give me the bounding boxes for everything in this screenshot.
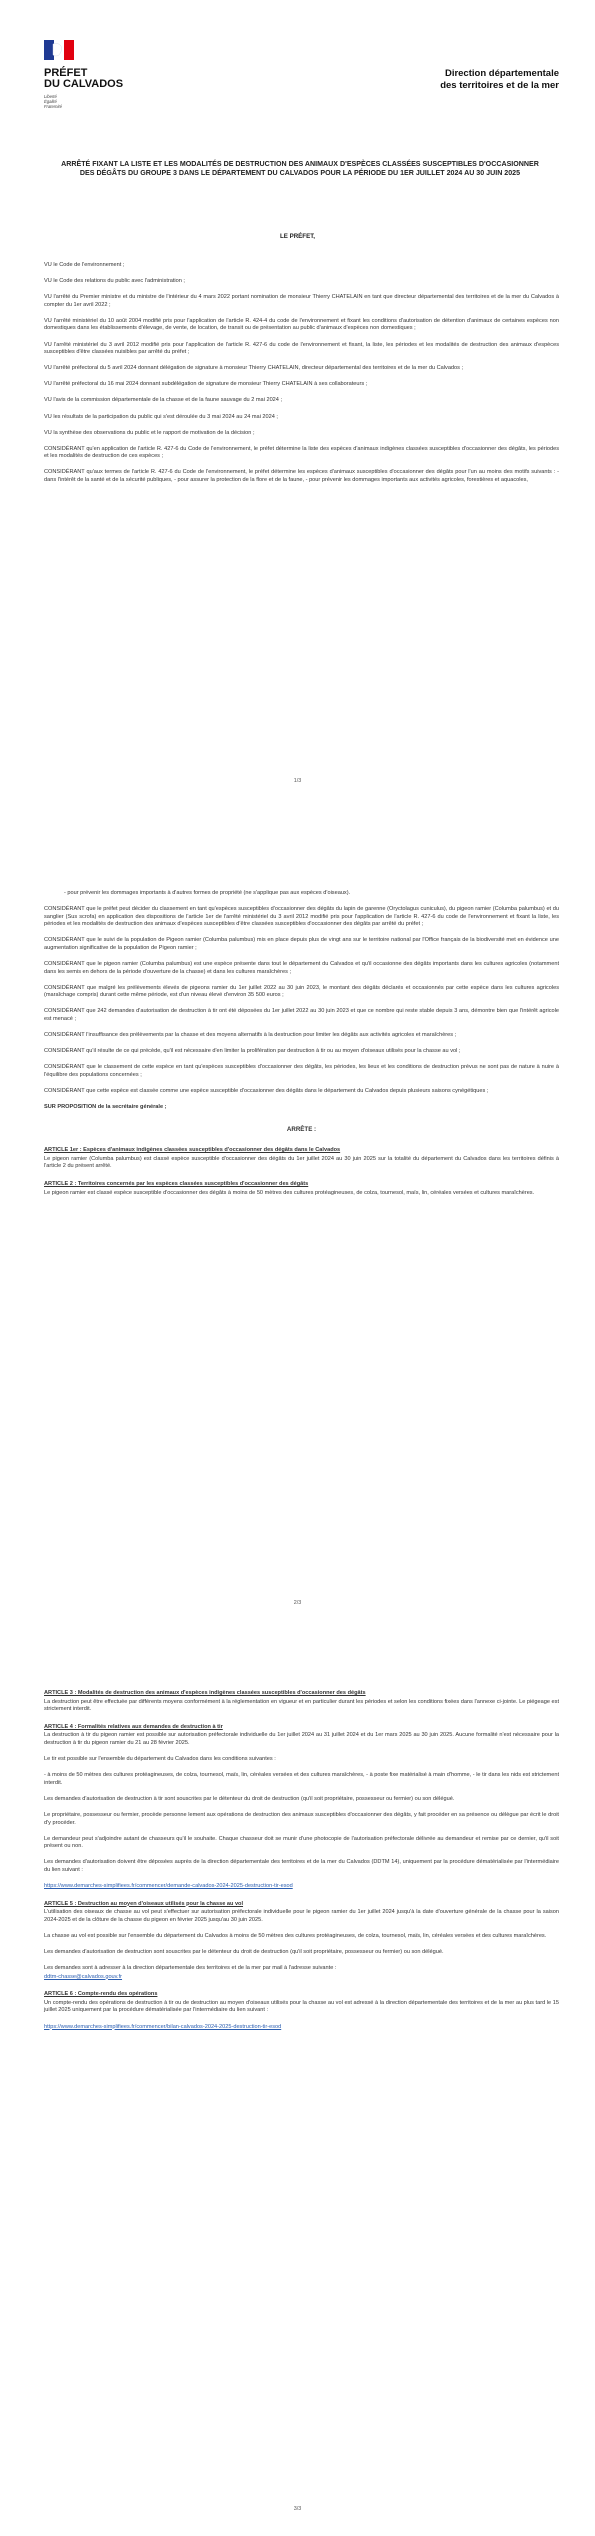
document-title: ARRÊTÉ FIXANT LA LISTE ET LES MODALITÉS DE DESTRUCTION DES ANIMAUX D'ESPÈCES CLASSÉES SUSCEPTIBLES D'OCCASIONNER DES DÉGÂTS DU GROUPE 3 DANS LE DÉPARTEMENT DU CALVADOS POUR LA PÉRIODE DU 1ER JUILLET 2024 AU 30 JUIN 2025: [61, 160, 539, 177]
marianne-logo-icon: [44, 40, 74, 60]
prefet-logotype: [44, 68, 123, 90]
devise-fraternite: Fraternité: [44, 104, 62, 109]
article-5-para-3: Les demandes d'autorisation de destruction sont souscrites par le détenteur du droit de destruction (qu'il soit propriétaire, possesseur ou fermier) ou son délégué.: [44, 1948, 444, 1955]
prefet-line-1: PRÉFET: [44, 67, 88, 79]
visa-delegation: VU l'arrêté préfectoral du 5 avril 2024 donnant délégation de signature à monsieur Thierry CHATELAIN, directeur départemental des territoires et de la mer du Calvados ;: [44, 365, 464, 372]
direction-line-1: Direction départementale: [444, 68, 559, 79]
page-2: [0, 850, 595, 1630]
article-5-para-4: Les demandes sont à adresser à la direction départementale des territoires et de la mer par mail à l'adresse suivante :: [44, 1965, 337, 1972]
direction-name: [329, 68, 559, 91]
sur-proposition: SUR PROPOSITION de la secrétaire générale ;: [44, 1104, 167, 1111]
devise-egalite: Égalité: [44, 99, 57, 104]
page-3-body: [44, 1690, 559, 2040]
visa-arrete-2012: VU l'arrêté ministériel du 3 avril 2012 modifié pris pour l'application de l'article R. 427-6 du code de l'environnement et fixant, la liste, les périodes et les modalités de destruction des animaux d'espèces susceptibles d'être classées nuisibles par arrêté du préfet ;: [44, 341, 559, 356]
page-1-body: [44, 262, 559, 493]
visa-code-env: VU le Code de l'environnement ;: [44, 262, 125, 268]
page-gap: [0, 820, 595, 850]
article-4-para-2: Le tir est possible sur l'ensemble du département du Calvados dans les conditions suivantes :: [44, 1756, 276, 1763]
page-2-body: [44, 890, 559, 1206]
devise: [44, 94, 62, 109]
article-4-para-7: Les demandes d'autorisation doivent être déposées auprès de la direction départementale des territoires et de la mer du Calvados (DDTM 14), uniquement par la procédure dématérialisée par l'intermédiaire du lien suivant :: [44, 1859, 559, 1873]
devise-liberte: Liberté: [44, 94, 57, 99]
considerant-liste: CONSIDÉRANT qu'en application de l'article R. 427-6 du Code de l'environnement, le préfet détermine la liste des espèces d'animaux indigènes classées susceptibles d'occasionner des dégâts, les périodes et les modalités de destruction de ces espèces ;: [44, 445, 559, 460]
considerant-motifs: CONSIDÉRANT qu'aux termes de l'article R. 427-6 du Code de l'environnement, le préfet détermine les espèces d'animaux susceptibles d'occasionner des dégâts pour l'un au moins des motifs suivants : - dans l'intérêt de la santé et de la sécurité publiques, - pour assurer la protection de la flore et de la faune, - pour prévenir les dommages importants aux activités agricoles, forestières et aquacoles,: [44, 469, 559, 483]
article-4-para-4: Les demandes d'autorisation de destruction à tir sont souscrites par le détenteur du droit de destruction (qu'il soit propriétaire, possesseur ou fermier) ou son délégué.: [44, 1795, 455, 1802]
considerant-equilibre: CONSIDÉRANT que le classement de cette espèce en tant qu'espèces susceptibles d'occasionner des dégâts, les périodes, les lieux et les conditions de destruction prévus ne sont pas de nature à nuire à l'équilibre des populations concernées ;: [44, 1064, 559, 1078]
direction-line-2: des territoires et de la mer: [440, 79, 559, 91]
considerant-prelevements: CONSIDÉRANT que malgré les prélèvements élevés de pigeons ramier du 1er juillet 2022 au 30 juin 2023, le montant des dégâts déclarés et occasionnés par cette espèce dans les cultures agricoles (maraîchage compris) durant cette même période, est d'un niveau élevé d'environ 35 500 euros ;: [44, 984, 559, 999]
article-4-para-1: La destruction à tir du pigeon ramier est possible sur autorisation préfectorale individuelle du 1er juillet 2024 au 31 juillet 2024 et du 1er mars 2025 au 30 juin 2025. Aucune formalité n'est nécessaire pour la destruction à tir du pigeon ramier du 21 au 28 février 2025.: [44, 1732, 559, 1746]
article-1-heading: ARTICLE 1er : Espèces d'animaux indigènes classées susceptibles d'occasionner des dégâts dans le Calvados: [44, 1147, 341, 1154]
visa-participation: VU les résultats de la participation du public qui s'est déroulée du 3 mai 2024 au 24 mai 2024 ;: [44, 413, 278, 420]
article-5-para-2: La chasse au vol est possible sur l'ensemble du département du Calvados à moins de 50 mètres des cultures protéagineuses, de colza, tournesol, maïs, lin, céréales versées et des cultures maraîchères.: [44, 1932, 547, 1939]
article-6-text: Un compte-rendu des opérations de destruction à tir ou de destruction au moyen d'oiseaux utilisés pour la chasse au vol est adressé à la direction départementale des territoires et de la mer au plus tard le 15 juillet 2025 uniquement par la procédure dématérialisée par l'intermédiaire du lien suivant :: [44, 1999, 559, 2014]
considerant-demandes: CONSIDÉRANT que 242 demandes d'autorisation de destruction à tir ont été déposées du 1er juillet 2022 au 30 juin 2023 et que ce nombre qui reste stable depuis 3 ans, démontre bien que l'intérêt agricole est menacé ;: [44, 1008, 559, 1023]
article-1-text: Le pigeon ramier (Columba palumbus) est classé espèce susceptible d'occasionner des dégâts du 1er juillet 2024 au 30 juin 2025 sur la totalité du département du Calvados dans les territoires définis à l'article 2 du présent arrêté.: [44, 1155, 559, 1170]
visa-arrete-2004: VU l'arrêté ministériel du 10 août 2004 modifié pris pour l'application de l'article R. 424-4 du code de l'environnement et fixant les conditions d'autorisation de détention d'animaux de certaines espèces non domestiques dans les établissements d'élevage, de vente, de location, de transit ou de présentation au public d'animaux d'espèces non domestiques ;: [44, 317, 559, 332]
ddtm-chasse-email-link[interactable]: ddtm-chasse@calvados.gouv.fr: [44, 1973, 123, 1980]
arrete-heading: ARRÊTE :: [286, 1125, 317, 1133]
considerant-presence: CONSIDÉRANT que le pigeon ramier (Columba palumbus) est une espèce présente dans tout le département du Calvados et qu'il occasionne des dégâts importants dans les cultures agricoles (notamment dans les semis en dehors de la période d'ouverture de la chasse) et dans les cultures maraîchères ;: [44, 961, 559, 975]
article-2-text: Le pigeon ramier est classé espèce susceptible d'occasionner des dégâts à moins de 50 mètres des cultures protéagineuses, de colza, tournesol, maïs, lin, céréales versées et cultures maraîchères.: [44, 1189, 535, 1196]
considerant-classement: CONSIDÉRANT que le préfet peut décider du classement en tant qu'espèces susceptibles d'occasionner des dégâts du lapin de garenne (Oryctolagus cuniculus), du pigeon ramier (Columba palumbus) et du sanglier (Sus scrofa) en application des dispositions de l'article 1er de l'arrêté ministériel du 3 avril 2012 modifié pris pour l'application de l'article R. 427-6 du code de l'environnement et fixant la liste, les périodes et les modalités de destruction des animaux d'espèces susceptibles d'être classées susceptibles d'occasionner des dégâts par arrêté du préfet ;: [44, 906, 559, 928]
page-3: [0, 1660, 595, 2536]
motif-propriete: - pour prévenir les dommages importants à d'autres formes de propriété (ne s'applique pas aux espèces d'oiseaux).: [64, 890, 351, 896]
article-4-para-5: Le propriétaire, possesseur ou fermier, procède personne lement aux opérations de destruction des animaux susceptibles d'occasionner des dégâts, y fait procéder en sa présence ou délègue par écrit le droit d'y procéder.: [44, 1811, 559, 1826]
considerant-insuffisance: CONSIDÉRANT l'insuffisance des prélèvements par la chasse et des moyens alternatifs à la destruction pour limiter les dégâts aux activités agricoles et maraîchères ;: [44, 1032, 457, 1039]
considerant-proliferation: CONSIDÉRANT qu'il résulte de ce qui précède, qu'il est nécessaire d'en limiter la prolifération par destruction à tir ou au moyen d'oiseaux utilisés pour la chasse au vol ;: [44, 1048, 461, 1055]
considerant-suivi: CONSIDÉRANT que le suivi de la population de Pigeon ramier (Columba palumbus) mis en place depuis plus de vingt ans sur le territoire national par l'Office français de la biodiversité met en évidence une augmentation significative de la population de Pigeon ramier ;: [44, 937, 559, 951]
visa-synthese: VU la synthèse des observations du public et le rapport de motivation de la décision ;: [44, 429, 255, 436]
document-header: [44, 40, 559, 110]
visa-cdcfs: VU l'avis de la commission départementale de la chasse et de la faune sauvage du 2 mai 2024 ;: [44, 397, 283, 404]
page-number-3: 3/3: [293, 2506, 302, 2512]
page-number-1: 1/3: [293, 778, 302, 784]
prefet-line-2: DU CALVADOS: [44, 78, 124, 90]
bilan-destruction-link[interactable]: https://www.demarches-simplifiees.fr/commencer/bilan-calvados-2024-2025-destruction-tir-esod: [44, 2023, 282, 2030]
article-6-heading: ARTICLE 6 : Compte-rendu des opérations: [44, 1991, 158, 1998]
demande-destruction-link[interactable]: https://www.demarches-simplifiees.fr/commencer/demande-calvados-2024-2025-destruction-tir-esod: [44, 1883, 293, 1889]
article-3-heading: ARTICLE 3 : Modalités de destruction des animaux d'espèces indigènes classées susceptibles d'occasionner des dégâts: [44, 1690, 366, 1696]
page-gap: [0, 1630, 595, 1660]
visa-subdelegation: VU l'arrêté préfectoral du 16 mai 2024 donnant subdélégation de signature de monsieur Thierry CHATELAIN à ses collaborateurs ;: [44, 381, 368, 388]
article-4-para-3: - à moins de 50 mètres des cultures protéagineuses, de colza, tournesol, maïs, lin, céréales versées et des cultures maraîchères, - à poste fixe matérialisé à main d'homme, - le tir dans les nids est strictement interdit.: [44, 1772, 559, 1786]
considerant-saisons: CONSIDÉRANT que cette espèce est classée comme une espèce susceptible d'occasionner des dégâts dans le département du Calvados depuis plusieurs saisons cynégétiques ;: [44, 1088, 489, 1094]
page-number-2: 2/3: [293, 1600, 302, 1606]
article-5-para-1: L'utilisation des oiseaux de chasse au vol peut s'effectuer sur autorisation préfectorale individuelle pour le pigeon ramier du 1er juillet 2024 jusqu'à la date d'ouverture générale de la chasse pour la saison 2024-2025 et de la clôture de la chasse du pigeon en février 2025 jusqu'au 30 juin 2025.: [44, 1909, 559, 1923]
article-5-heading: ARTICLE 5 : Destruction au moyen d'oiseaux utilisés pour la chasse au vol: [44, 1900, 244, 1907]
article-2-heading: ARTICLE 2 : Territoires concernés par les espèces classées susceptibles d'occasionner des dégâts: [44, 1181, 309, 1188]
article-4-para-6: Le demandeur peut s'adjoindre autant de chasseurs qu'il le souhaite. Chaque chasseur doit se munir d'une photocopie de l'autorisation préfectorale délivrée au demandeur et remise par ce dernier, qu'il soit présent ou non.: [44, 1835, 559, 1850]
page-1: [0, 0, 595, 820]
article-3-text: La destruction peut être effectuée par différents moyens conformément à la réglementation en vigueur et en particulier durant les périodes et selon les conditions fixées dans l'annexe ci-jointe. Le piégeage est strictement interdit.: [44, 1698, 559, 1713]
article-4-heading: ARTICLE 4 : Formalités relatives aux demandes de destruction à tir: [44, 1723, 223, 1730]
visa-nomination: VU l'arrêté du Premier ministre et du ministre de l'intérieur du 4 mars 2022 portant nomination de monsieur Thierry CHATELAIN en tant que directeur départemental des territoires et de la mer du Calvados à compter du 1er avril 2022 ;: [44, 294, 559, 308]
visa-code-relations: VU le Code des relations du public avec l'administration ;: [44, 278, 185, 285]
prefet-heading: LE PRÉFET,: [279, 233, 316, 240]
